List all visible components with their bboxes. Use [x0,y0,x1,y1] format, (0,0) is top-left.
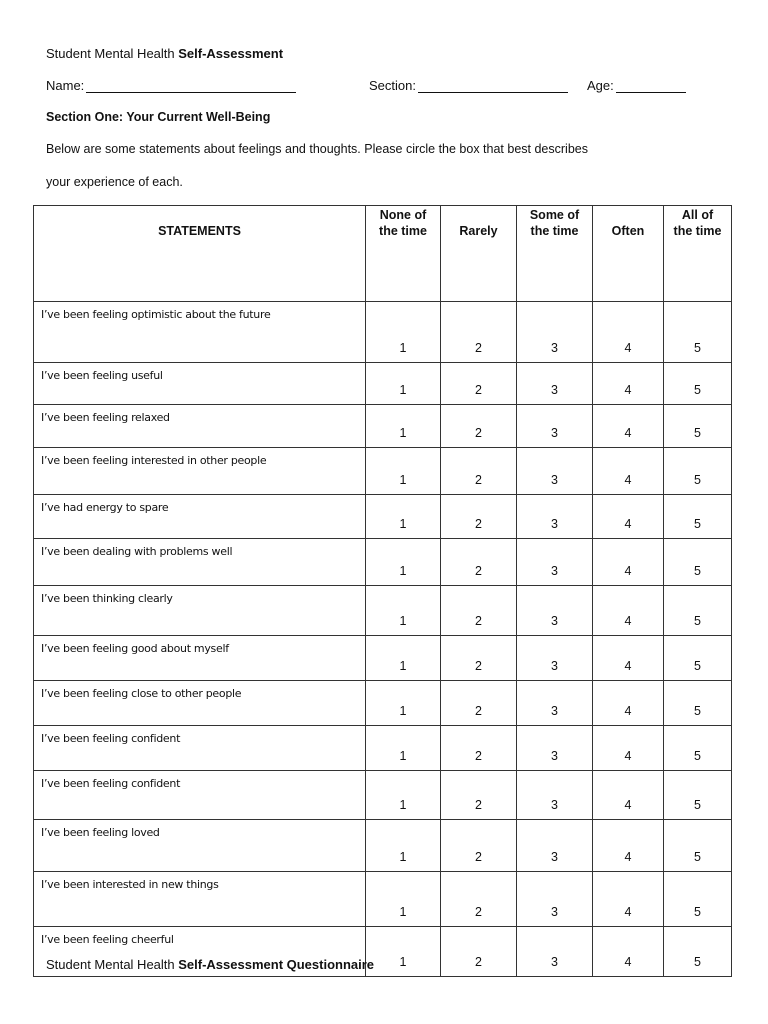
survey-body [34,302,732,977]
statement-cell: I’ve been feeling good about myself [34,636,366,681]
statement-cell: I’ve been feeling cheerful [34,927,366,977]
score-option-4[interactable]: 4 [593,495,664,539]
header-none-of-the-time [366,206,441,302]
score-option-1[interactable]: 1 [366,302,441,363]
table-row [34,586,732,636]
score-option-3[interactable]: 3 [517,927,593,977]
score-option-2[interactable]: 2 [441,872,517,927]
score-option-1[interactable]: 1 [366,448,441,495]
header-rarely: Rarely [441,206,517,302]
score-option-1[interactable]: 1 [366,820,441,872]
score-option-5[interactable]: 5 [664,927,732,977]
score-option-4[interactable]: 4 [593,872,664,927]
header-statements: STATEMENTS [34,206,366,302]
score-option-3[interactable]: 3 [517,586,593,636]
statement-cell: I’ve been feeling relaxed [34,405,366,448]
section-blank[interactable] [418,78,568,93]
page-footer [46,957,374,972]
score-option-5[interactable]: 5 [664,448,732,495]
score-option-5[interactable]: 5 [664,820,732,872]
score-option-5[interactable]: 5 [664,586,732,636]
intro-line-1: Below are some statements about feelings and thoughts. Please circle the box that best describes [46,142,588,156]
info-fields [46,78,736,96]
table-row [34,363,732,405]
table-row [34,726,732,771]
score-option-2[interactable]: 2 [441,771,517,820]
score-option-2[interactable]: 2 [441,405,517,448]
age-label: Age: [587,78,614,93]
name-blank[interactable] [86,78,296,93]
score-option-1[interactable]: 1 [366,681,441,726]
score-option-3[interactable]: 3 [517,636,593,681]
section-label: Section: [369,78,416,93]
score-option-4[interactable]: 4 [593,726,664,771]
score-option-2[interactable]: 2 [441,726,517,771]
score-option-5[interactable]: 5 [664,405,732,448]
score-option-4[interactable]: 4 [593,681,664,726]
statement-cell: I’ve been feeling confident [34,726,366,771]
table-row [34,495,732,539]
header-all-of-the-time [664,206,732,302]
score-option-2[interactable]: 2 [441,636,517,681]
statement-cell: I’ve been feeling optimistic about the future [34,302,366,363]
score-option-4[interactable]: 4 [593,448,664,495]
score-option-4[interactable]: 4 [593,927,664,977]
score-option-5[interactable]: 5 [664,636,732,681]
score-option-2[interactable]: 2 [441,363,517,405]
score-option-3[interactable]: 3 [517,405,593,448]
statement-cell: I’ve had energy to spare [34,495,366,539]
title-plain: Student Mental Health [46,46,179,61]
score-option-3[interactable]: 3 [517,820,593,872]
score-option-5[interactable]: 5 [664,302,732,363]
score-option-4[interactable]: 4 [593,302,664,363]
score-option-3[interactable]: 3 [517,726,593,771]
section-heading: Section One: Your Current Well-Being [46,110,271,124]
score-option-2[interactable]: 2 [441,539,517,586]
name-label: Name: [46,78,85,93]
score-option-2[interactable]: 2 [441,302,517,363]
survey-table [33,205,732,977]
statement-cell: I’ve been feeling interested in other people [34,448,366,495]
score-option-1[interactable]: 1 [366,539,441,586]
score-option-5[interactable]: 5 [664,726,732,771]
score-option-3[interactable]: 3 [517,302,593,363]
score-option-2[interactable]: 2 [441,927,517,977]
score-option-3[interactable]: 3 [517,448,593,495]
footer-plain: Student Mental Health [46,957,179,972]
score-option-1[interactable]: 1 [366,927,441,977]
header-all-line2: the time [673,224,722,238]
score-option-4[interactable]: 4 [593,820,664,872]
score-option-2[interactable]: 2 [441,681,517,726]
score-option-5[interactable]: 5 [664,363,732,405]
score-option-3[interactable]: 3 [517,872,593,927]
score-option-4[interactable]: 4 [593,539,664,586]
section-field[interactable] [369,78,568,93]
score-option-3[interactable]: 3 [517,681,593,726]
header-none-line1: None of [379,208,427,222]
statement-cell: I’ve been feeling useful [34,363,366,405]
statement-cell: I’ve been dealing with problems well [34,539,366,586]
score-option-1[interactable]: 1 [366,636,441,681]
age-field[interactable] [587,78,686,93]
statement-cell: I’ve been feeling confident [34,771,366,820]
score-option-2[interactable]: 2 [441,820,517,872]
header-some-line1: Some of [529,208,580,222]
score-option-1[interactable]: 1 [366,363,441,405]
score-option-5[interactable]: 5 [664,771,732,820]
score-option-1[interactable]: 1 [366,405,441,448]
intro-line-2: your experience of each. [46,175,183,189]
header-some-of-the-time [517,206,593,302]
score-option-4[interactable]: 4 [593,771,664,820]
table-row [34,539,732,586]
table-row [34,636,732,681]
header-none-line2: the time [379,224,427,238]
score-option-3[interactable]: 3 [517,771,593,820]
score-option-4[interactable]: 4 [593,363,664,405]
title-bold: Self-Assessment [178,46,284,61]
score-option-5[interactable]: 5 [664,495,732,539]
header-some-line2: the time [530,224,579,238]
table-row [34,771,732,820]
score-option-3[interactable]: 3 [517,539,593,586]
header-row [34,206,732,302]
score-option-4[interactable]: 4 [593,636,664,681]
age-blank[interactable] [616,78,686,93]
score-option-4[interactable]: 4 [593,586,664,636]
table-row [34,302,732,363]
name-field[interactable] [46,78,296,93]
score-option-5[interactable]: 5 [664,872,732,927]
score-option-3[interactable]: 3 [517,363,593,405]
statement-cell: I’ve been feeling close to other people [34,681,366,726]
table-row [34,681,732,726]
table-row [34,405,732,448]
score-option-4[interactable]: 4 [593,405,664,448]
header-all-line1: All of [681,208,714,222]
score-option-1[interactable]: 1 [366,771,441,820]
score-option-5[interactable]: 5 [664,539,732,586]
page-title [46,46,283,61]
score-option-2[interactable]: 2 [441,495,517,539]
score-option-1[interactable]: 1 [366,872,441,927]
statement-cell: I’ve been feeling loved [34,820,366,872]
footer-bold: Self-Assessment Questionnaire [178,957,375,972]
score-option-2[interactable]: 2 [441,586,517,636]
score-option-2[interactable]: 2 [441,448,517,495]
statement-cell: I’ve been thinking clearly [34,586,366,636]
table-row [34,872,732,927]
table-row [34,448,732,495]
score-option-5[interactable]: 5 [664,681,732,726]
header-often: Often [593,206,664,302]
table-row [34,820,732,872]
score-option-1[interactable]: 1 [366,586,441,636]
score-option-3[interactable]: 3 [517,495,593,539]
statement-cell: I’ve been interested in new things [34,872,366,927]
score-option-1[interactable]: 1 [366,726,441,771]
score-option-1[interactable]: 1 [366,495,441,539]
